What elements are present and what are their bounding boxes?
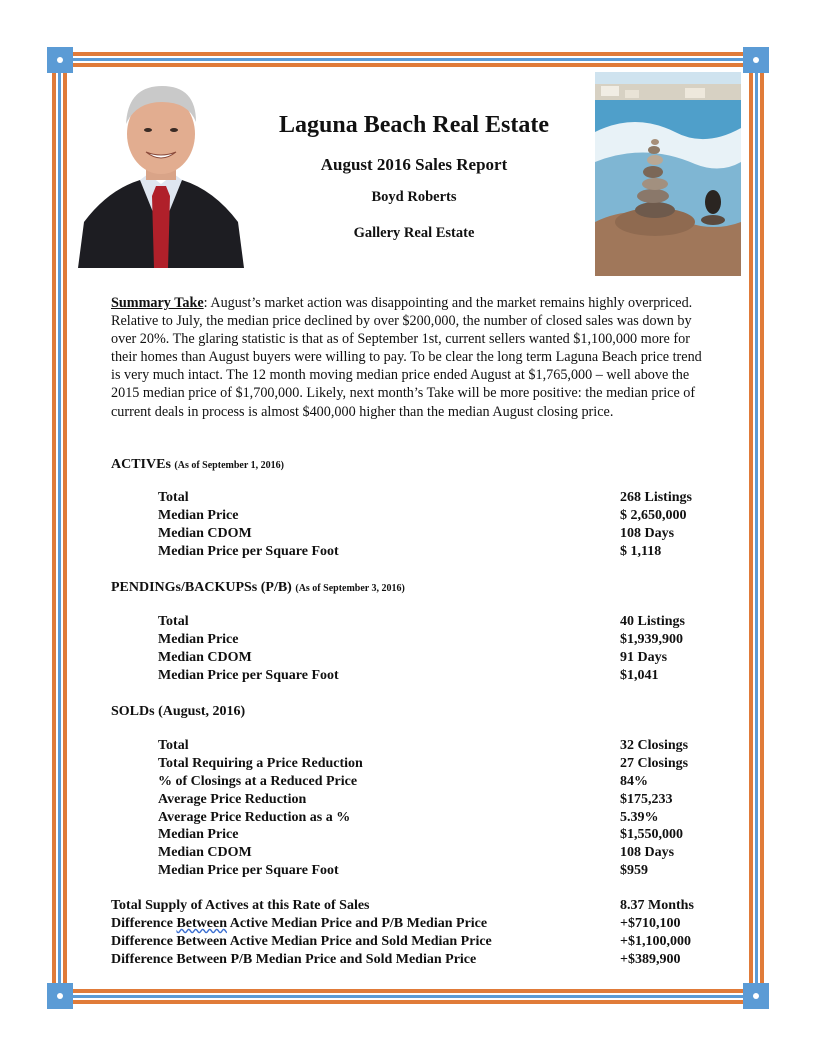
solds-row bbox=[158, 810, 718, 828]
solds-row bbox=[158, 827, 718, 845]
frame-left-inner bbox=[63, 60, 67, 996]
spellcheck-word: Between bbox=[176, 916, 227, 931]
frame-bottom-blue bbox=[60, 995, 756, 998]
row-label: Median Price per Square Foot bbox=[158, 863, 339, 878]
frame-bottom-outer bbox=[60, 989, 756, 993]
frame-top-outer bbox=[60, 52, 756, 56]
solds-heading bbox=[111, 704, 245, 720]
solds-row bbox=[158, 863, 718, 881]
pendings-heading bbox=[111, 580, 405, 596]
row-label: Difference Between P/B Median Price and Sold Median Price bbox=[111, 952, 477, 967]
solds-heading-text: SOLDs (August, 2016) bbox=[111, 704, 246, 719]
totals-row bbox=[111, 898, 694, 916]
row-label bbox=[111, 916, 487, 932]
frame-corner-bottom-right bbox=[743, 983, 769, 1009]
pendings-row bbox=[158, 650, 718, 668]
frame-right-inner bbox=[749, 60, 753, 996]
frame-right-blue bbox=[755, 60, 758, 996]
pendings-heading-text: PENDINGs/BACKUPSs (P/B) bbox=[111, 580, 292, 595]
solds-row bbox=[158, 738, 718, 756]
solds-row bbox=[158, 756, 718, 774]
row-label: Average Price Reduction as a % bbox=[158, 810, 351, 825]
row-label: Median Price bbox=[158, 632, 239, 647]
frame-corner-bottom-left bbox=[47, 983, 73, 1009]
actives-row bbox=[158, 544, 718, 562]
row-label: Total Supply of Actives at this Rate of Sales bbox=[111, 898, 370, 913]
pendings-row bbox=[158, 668, 718, 686]
row-value: 108 Days bbox=[620, 845, 675, 860]
summary-lead: Summary Take bbox=[111, 295, 204, 311]
row-label: Median CDOM bbox=[158, 526, 252, 541]
frame-top-blue bbox=[60, 58, 756, 61]
row-value: 32 Closings bbox=[620, 738, 689, 753]
row-value: $1,041 bbox=[620, 668, 659, 683]
row-value: $ 1,118 bbox=[620, 544, 662, 559]
frame-right-outer bbox=[760, 60, 764, 996]
row-label: Median Price bbox=[158, 827, 239, 842]
row-value: 5.39% bbox=[620, 810, 659, 825]
row-label: Total bbox=[158, 738, 189, 753]
row-value: +$1,100,000 bbox=[620, 934, 691, 949]
frame-corner-top-left bbox=[47, 47, 73, 73]
report-title: Laguna Beach Real Estate bbox=[279, 112, 549, 138]
pendings-row bbox=[158, 632, 718, 650]
frame-left-outer bbox=[52, 60, 56, 996]
solds-row bbox=[158, 792, 718, 810]
actives-row bbox=[158, 508, 718, 526]
totals-row bbox=[111, 952, 681, 970]
frame-bottom-inner bbox=[60, 1000, 756, 1004]
row-value: $ 2,650,000 bbox=[620, 508, 687, 523]
frame-left-blue bbox=[58, 60, 61, 996]
frame-top-inner bbox=[60, 63, 756, 67]
solds-row bbox=[158, 845, 718, 863]
row-label-part: Active Median Price and P/B Median Price bbox=[229, 916, 488, 931]
summary-text: : August’s market action was disappointing and the market remains highly overpriced. Relative to July, the median price declined by over $200,000, the number of closed sales was down by over 20%. The glaring statistic is that as of September 1st, current sellers wanted $1,100,000 more for their homes than August buyers were willing to pay. To be clear the long term Laguna Beach price trend is very much intact. The 12 month moving median price ended August at $1,765,000 – well above the 2015 median price of $1,700,000. Likely, next month’s Take will be more positive: the median price of current deals in process is almost $400,000 higher than the median August closing price. bbox=[111, 295, 702, 420]
row-label: Average Price Reduction bbox=[158, 792, 307, 807]
row-label: Median CDOM bbox=[158, 845, 252, 860]
solds-row bbox=[158, 774, 718, 792]
row-value: 40 Listings bbox=[620, 614, 685, 629]
totals-row bbox=[111, 934, 691, 952]
row-value: +$710,100 bbox=[620, 916, 681, 931]
row-value: 108 Days bbox=[620, 526, 675, 541]
beach-cairn-photo bbox=[595, 72, 741, 276]
actives-row bbox=[158, 526, 718, 544]
row-value: +$389,900 bbox=[620, 952, 681, 967]
row-value: 27 Closings bbox=[620, 756, 689, 771]
row-label: Median CDOM bbox=[158, 650, 252, 665]
row-label: Median Price per Square Foot bbox=[158, 668, 339, 683]
row-label: Total Requiring a Price Reduction bbox=[158, 756, 363, 771]
report-subtitle: August 2016 Sales Report bbox=[320, 155, 508, 174]
actives-heading bbox=[111, 457, 284, 473]
pendings-heading-note: (As of September 3, 2016) bbox=[295, 583, 405, 594]
totals-row bbox=[111, 916, 681, 934]
row-label: Difference Between Active Median Price and Sold Median Price bbox=[111, 934, 492, 949]
row-value: $1,550,000 bbox=[620, 827, 683, 842]
actives-heading-text: ACTIVEs bbox=[111, 457, 171, 472]
actives-row bbox=[158, 490, 718, 508]
frame-corner-top-right bbox=[743, 47, 769, 73]
pendings-row bbox=[158, 614, 718, 632]
row-label: Median Price per Square Foot bbox=[158, 544, 339, 559]
agent-name: Boyd Roberts bbox=[371, 189, 457, 205]
row-value: 268 Listings bbox=[620, 490, 692, 505]
row-label: Median Price bbox=[158, 508, 239, 523]
row-value: $1,939,900 bbox=[620, 632, 683, 647]
row-value: 91 Days bbox=[620, 650, 668, 665]
row-label: Total bbox=[158, 490, 189, 505]
row-label: Total bbox=[158, 614, 189, 629]
row-value: 8.37 Months bbox=[620, 898, 694, 913]
row-value: 84% bbox=[620, 774, 648, 789]
row-label-part: Difference bbox=[111, 916, 173, 931]
row-value: $959 bbox=[620, 863, 648, 878]
row-value: $175,233 bbox=[620, 792, 673, 807]
agent-portrait bbox=[78, 72, 244, 268]
row-label: % of Closings at a Reduced Price bbox=[158, 774, 358, 789]
summary-paragraph bbox=[111, 294, 711, 421]
actives-heading-note: (As of September 1, 2016) bbox=[174, 460, 284, 471]
company-name: Gallery Real Estate bbox=[353, 225, 475, 241]
